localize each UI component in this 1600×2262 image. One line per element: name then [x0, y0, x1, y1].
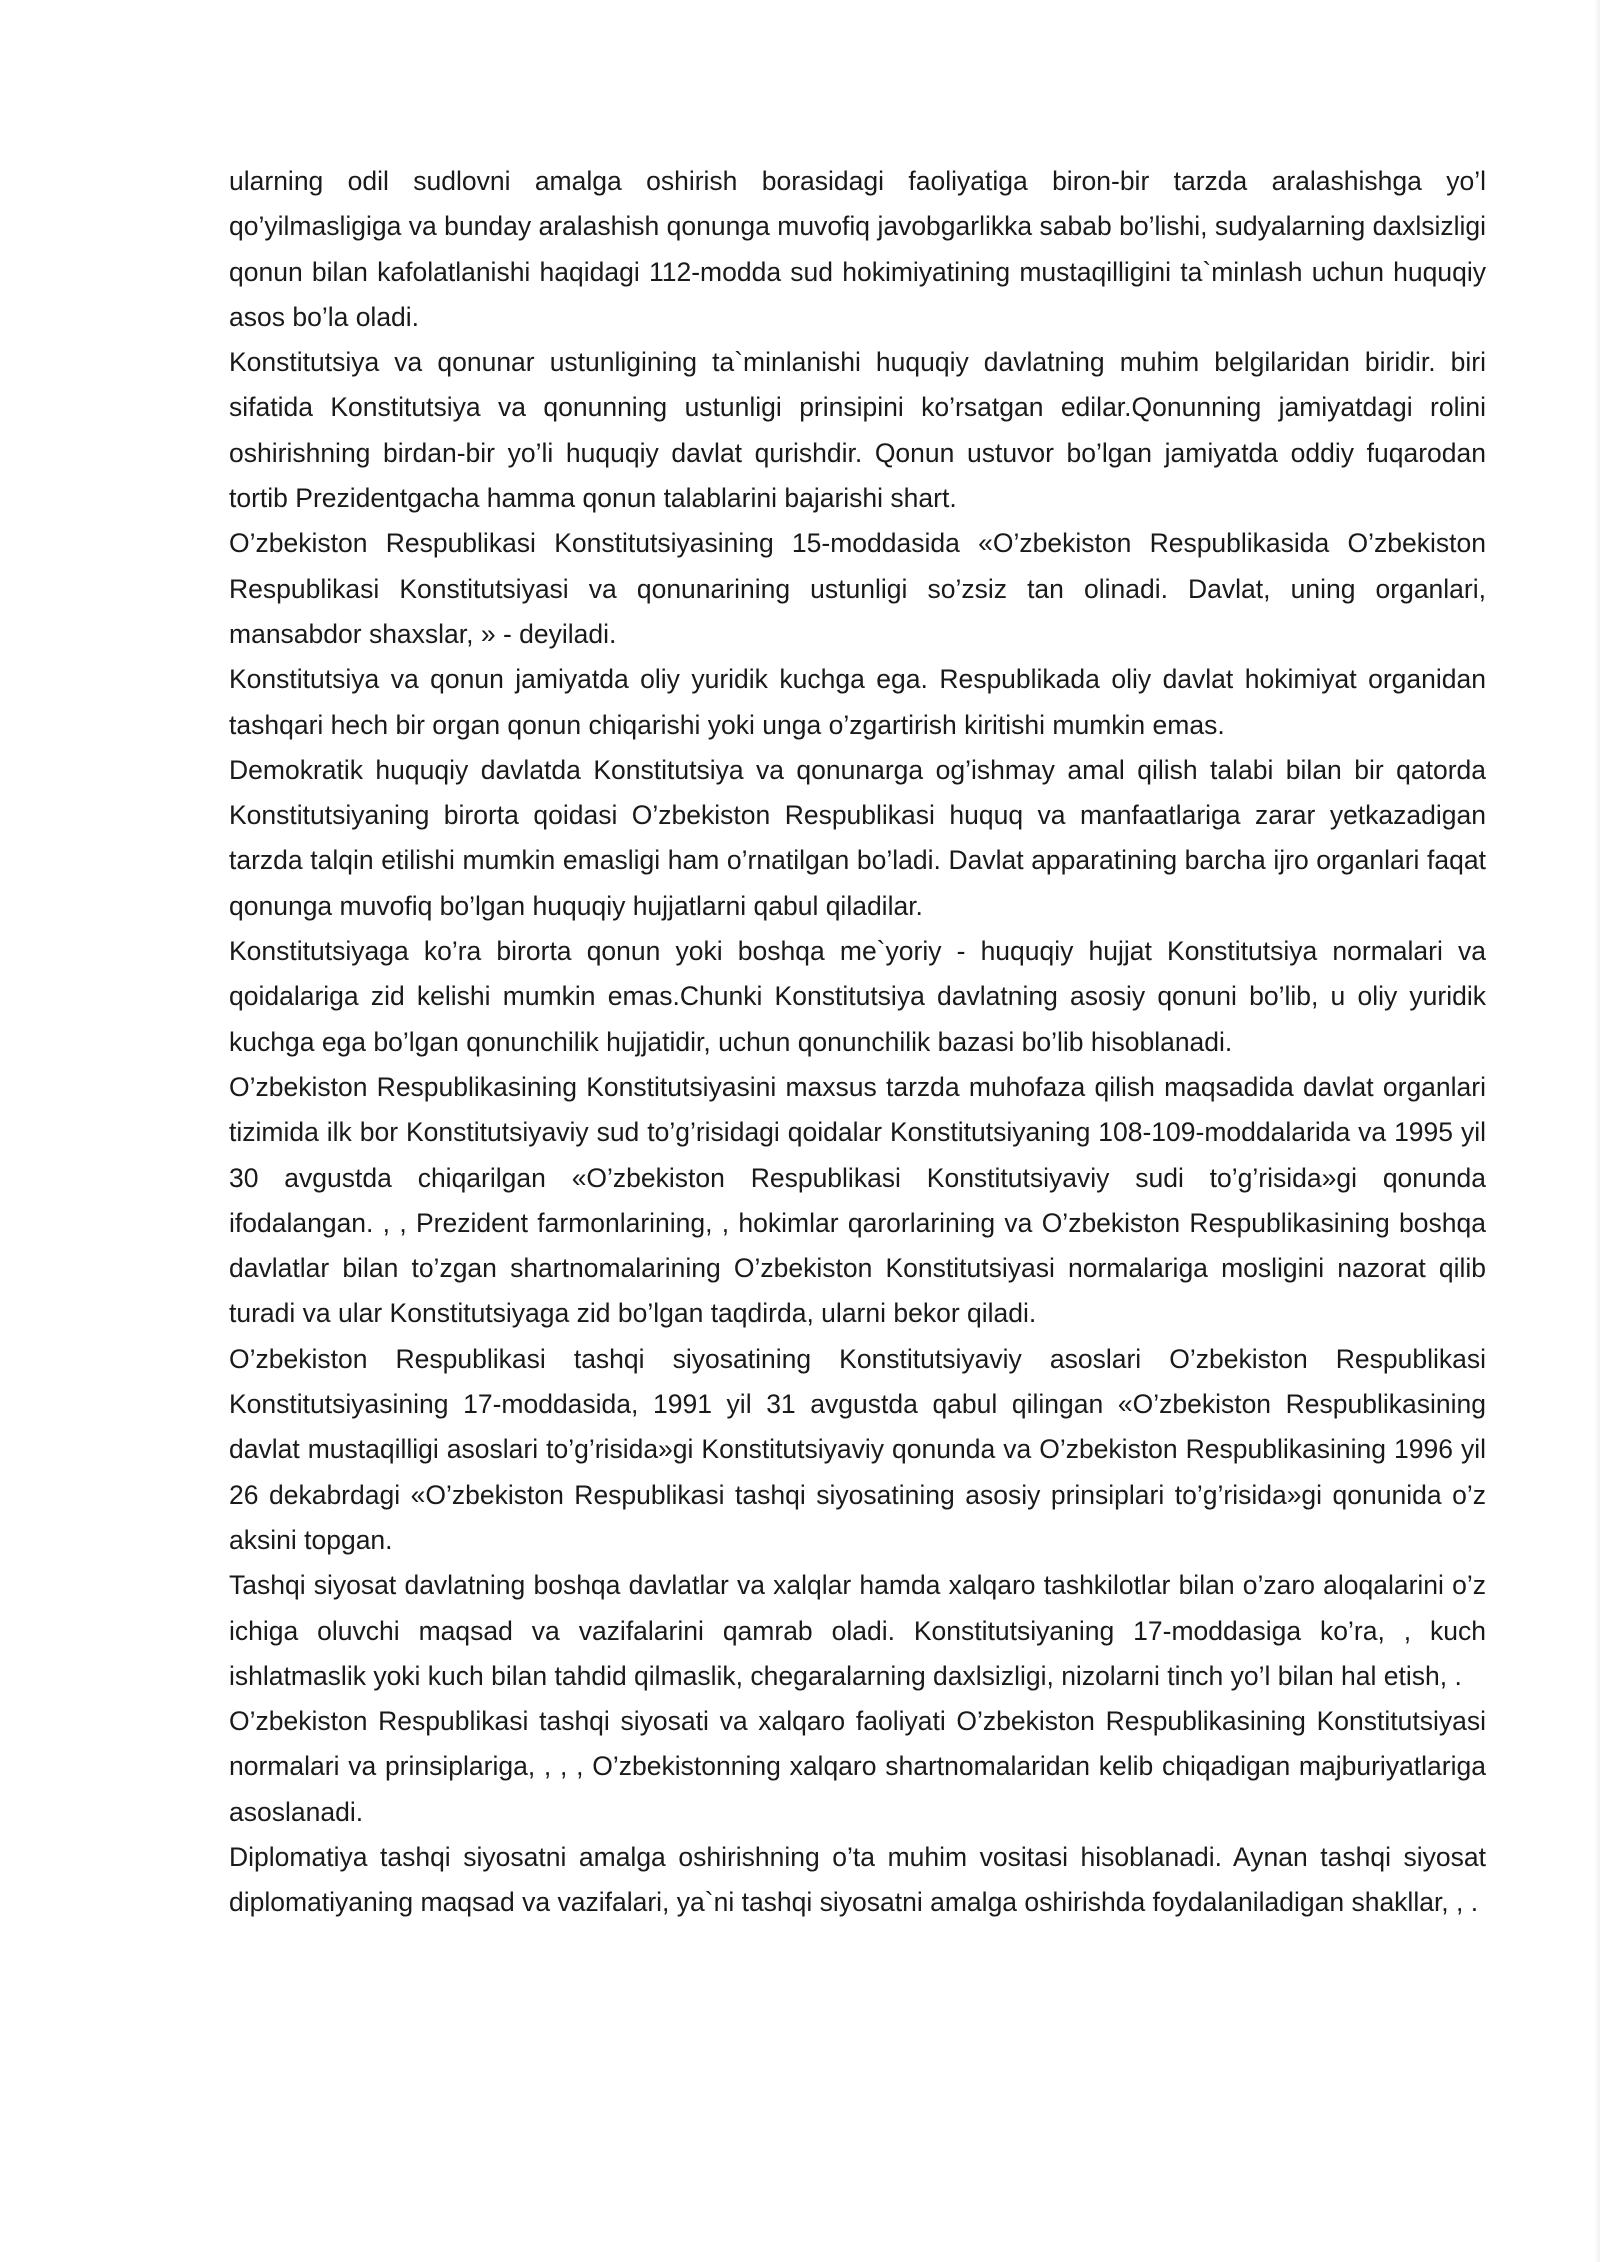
paragraph-2: Konstitutsiya va qonunar ustunligining ta`minlanishi huquqiy davlatning muhim belgilaridan biridir. biri sifatida Konstitutsiya va qonunning ustunligi prinsipini ko’rsatgan edilar.Qonunning jamiyatdagi rolini oshirishning birdan-bir yo’li huquqiy davlat qurishdir. Qonun ustuvor bo’lgan jamiyatda oddiy fuqarodan tortib Prezidentgacha hamma qonun talablarini bajarishi shart.	[229, 347, 1486, 514]
document-body	[229, 159, 1486, 1926]
paragraph-4: Konstitutsiya va qonun jamiyatda oliy yuridik kuchga ega. Respublikada oliy davlat hokimiyat organidan tashqari hech bir organ qonun chiqarishi yoki unga o’zgartirish kiritishi mumkin emas.	[229, 664, 1486, 740]
paragraph-9: Tashqi siyosat davlatning boshqa davlatlar va xalqlar hamda xalqaro tashkilotlar bilan o’zaro aloqalarini o’z ichiga oluvchi maqsad va vazifalarini qamrab oladi. Konstitutsiyaning 17-moddasiga ko’ra, , kuch ishlatmaslik yoki kuch bilan tahdid qilmaslik, chegaralarning daxlsizligi, nizolarni tinch yo’l bilan hal etish, .	[229, 1570, 1486, 1691]
paragraph-3: O’zbekiston Respublikasi Konstitutsiyasining 15-moddasida «O’zbekiston Respublikasida O’zbekiston Respublikasi Konstitutsiyasi va qonunarining ustunligi so’zsiz tan olinadi. Davlat, uning organlari, mansabdor shaxslar, » - deyiladi.	[229, 528, 1486, 649]
paragraph-5: Demokratik huquqiy davlatda Konstitutsiya va qonunarga og’ishmay amal qilish talabi bilan bir qatorda Konstitutsiyaning birorta qoidasi O’zbekiston Respublikasi huquq va manfaatlariga zarar yetkazadigan tarzda talqin etilishi mumkin emasligi ham o’rnatilgan bo’ladi. Davlat apparatining barcha ijro organlari faqat qonunga muvofiq bo’lgan huquqiy hujjatlarni qabul qiladilar.	[229, 754, 1486, 921]
paragraph-8: O’zbekiston Respublikasi tashqi siyosatining Konstitutsiyaviy asoslari O’zbekiston Respublikasi Konstitutsiyasining 17-moddasida, 1991 yil 31 avgustda qabul qilingan «O’zbekiston Respublikasining davlat mustaqilligi asoslari to’g’risida»gi Konstitutsiyaviy qonunda va O’zbekiston Respublikasining 1996 yil 26 dekabrdagi «O’zbekiston Respublikasi tashqi siyosatining asosiy prinsiplari to’g’risida»gi qonunida o’z aksini topgan.	[229, 1343, 1486, 1555]
paragraph-10: O’zbekiston Respublikasi tashqi siyosati va xalqaro faoliyati O’zbekiston Respublikasining Konstitutsiyasi normalari va prinsiplariga, , , , O’zbekistonning xalqaro shartnomalaridan kelib chiqadigan majburiyatlariga asoslanadi.	[229, 1706, 1486, 1827]
paragraph-1: ularning odil sudlovni amalga oshirish borasidagi faoliyatiga biron-bir tarzda aralashishga yo’l qo’yilmasligiga va bunday aralashish qonunga muvofiq javobgarlikka sabab bo’lishi, sudyalarning daxlsizligi qonun bilan kafolatlanishi haqidagi 112-modda sud hokimiyatining mustaqilligini ta`minlash uchun huquqiy asos bo’la oladi.	[229, 166, 1486, 332]
paragraph-11: Diplomatiya tashqi siyosatni amalga oshirishning o’ta muhim vositasi hisoblanadi. Aynan tashqi siyosat diplomatiyaning maqsad va vazifalari, ya`ni tashqi siyosatni amalga oshirishda foydalaniladigan shakllar, , .	[229, 1841, 1486, 1918]
page-edge-shadow	[1594, 0, 1600, 2262]
paragraph-6: Konstitutsiyaga ko’ra birorta qonun yoki boshqa me`yoriy - huquqiy hujjat Konstitutsiya normalari va qoidalariga zid kelishi mumkin emas.Chunki Konstitutsiya davlatning asosiy qonuni bo’lib, u oliy yuridik kuchga ega bo’lgan qonunchilik hujjatidir, uchun qonunchilik bazasi bo’lib hisoblanadi.	[229, 936, 1486, 1057]
paragraph-7: O’zbekiston Respublikasining Konstitutsiyasini maxsus tarzda muhofaza qilish maqsadida davlat organlari tizimida ilk bor Konstitutsiyaviy sud to’g’risidagi qoidalar Konstitutsiyaning 108-109-moddalarida va 1995 yil 30 avgustda chiqarilgan «O’zbekiston Respublikasi Konstitutsiyaviy sudi to’g’risida»gi qonunda ifodalangan. , , Prezident farmonlarining, , hokimlar qarorlarining va O’zbekiston Respublikasining boshqa davlatlar bilan to’zgan shartnomalarining O’zbekiston Konstitutsiyasi normalariga mosligini nazorat qilib turadi va ular Konstitutsiyaga zid bo’lgan taqdirda, ularni bekor qiladi.	[229, 1071, 1486, 1329]
